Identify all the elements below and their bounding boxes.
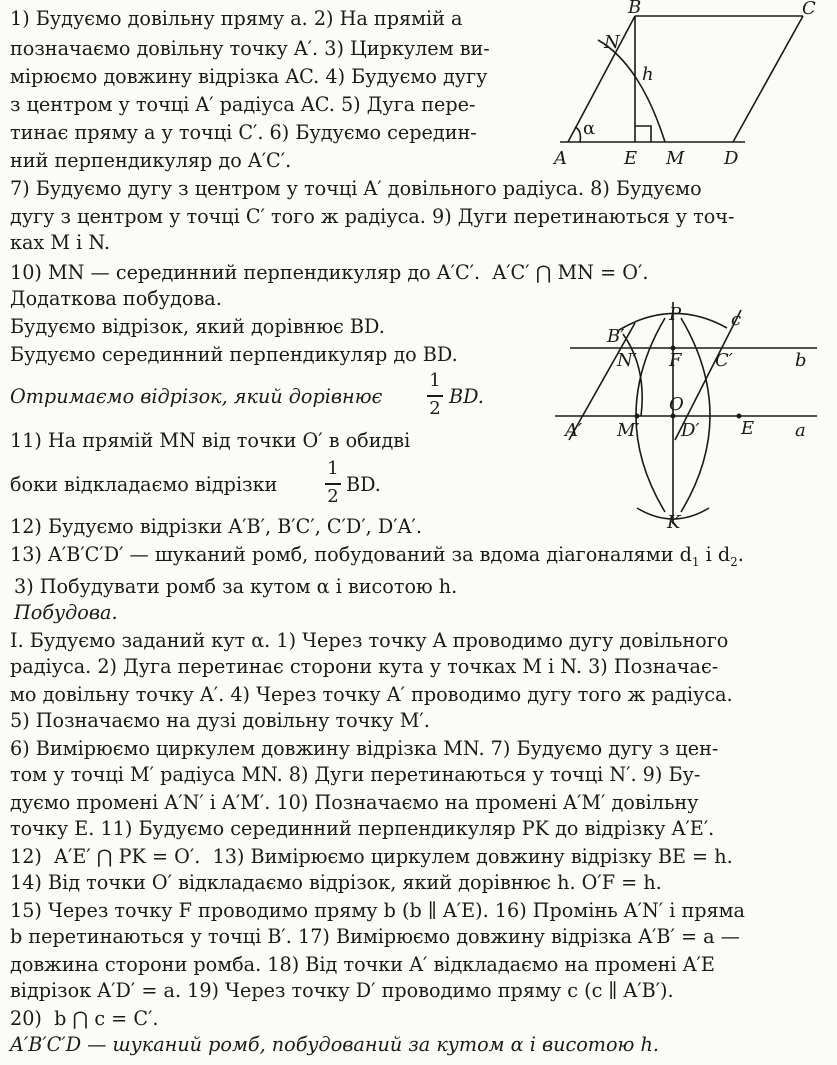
label-alpha: α [583, 118, 596, 139]
text-line-16-tail: BD. [346, 473, 381, 496]
section-3-line: радіуса. 2) Дуга перетинає сторони кута у точках M і N. 3) Позначає- [10, 655, 719, 678]
section-3-line: 15) Через точку F проводимо пряму b (b ∥ A′E). 16) Промінь A′N′ і пряма [10, 899, 745, 922]
section-3-line: довжина сторони ромба. 18) Від точки A′ відкладаємо на промені A′E [10, 953, 715, 976]
section-3-line: І. Будуємо заданий кут α. 1) Через точку A проводимо дугу довільного [10, 629, 729, 652]
label-c: C [802, 0, 816, 19]
label-m-prime: M′ [617, 420, 640, 441]
label-m: M [666, 148, 685, 169]
label-b: b [795, 350, 807, 371]
label-h: h [642, 64, 654, 85]
text-line-8: дугу з центром у точці C′ того ж радіуса. 9) Дуги перетинаються у точ- [10, 205, 735, 228]
text-line-15: 11) На прямій MN від точки O′ в обидві [10, 429, 411, 452]
text-line-1: 1) Будуємо довільну пряму a. 2) На прямій a [10, 7, 463, 30]
label-f: F [669, 350, 682, 371]
fraction-denominator-2: 2 [327, 486, 339, 507]
label-k: K [667, 512, 681, 533]
label-o: O [669, 394, 684, 415]
arc-n1-m1 [623, 334, 642, 416]
text-line-16: боки відкладаємо відрізки [10, 473, 278, 496]
text-line-18-mid: і d [699, 543, 731, 566]
text-line-5: тинає пряму a у точці C′. 6) Будуємо середин- [10, 121, 477, 144]
text-line-18 [10, 542, 744, 575]
label-a: a [795, 420, 806, 441]
text-line-17: 12) Будуємо відрізки A′B′, B′C′, C′D′, D′A′. [10, 515, 422, 538]
fraction-numerator-2: 1 [327, 458, 339, 479]
label-a: A [554, 148, 567, 169]
label-d: D [724, 148, 739, 169]
fraction-bar-1 [427, 395, 443, 397]
text-line-7: 7) Будуємо дугу з центром у точці A′ довільного радіуса. 8) Будуємо [10, 177, 702, 200]
text-line-6: ний перпендикуляр до A′C′. [10, 149, 292, 172]
section-3-line: том у точці M′ радіуса MN. 8) Дуги перетинаються у точці N′. 9) Бу- [10, 763, 701, 786]
section-3-line: b перетинаються у точці B′. 17) Вимірюємо довжину відрізка A′B′ = a — [10, 925, 740, 948]
label-d-prime: D′ [681, 420, 700, 441]
text-line-11: Додаткова побудова. [10, 287, 222, 310]
label-b: B [628, 0, 642, 18]
label-c-prime: C′ [715, 350, 733, 371]
angle-alpha-arc [575, 127, 580, 142]
arc-right [681, 318, 710, 512]
text-line-3: мірюємо довжину відрізка AC. 4) Будуємо дугу [10, 65, 488, 88]
side-cd [733, 16, 803, 142]
section-3-line: точку E. 11) Будуємо серединний перпендикуляр PK до відрізку A′E′. [10, 817, 715, 840]
text-line-18-end: . [737, 543, 744, 566]
fraction-numerator-1: 1 [429, 370, 441, 391]
figure-parallelogram [540, 0, 837, 172]
section-3-line: 5) Позначаємо на дузі довільну точку M′. [10, 709, 430, 732]
section-3-title: 3) Побудувати ромб за кутом α і висотою h. [14, 575, 458, 598]
arc-from-a [598, 40, 665, 142]
label-p: P [669, 304, 682, 325]
label-n-prime: N′ [617, 350, 637, 371]
label-b-prime: B′ [607, 326, 625, 347]
text-line-9: ках M і N. [10, 231, 110, 254]
right-angle-mark [635, 126, 651, 142]
text-line-2: позначаємо довільну точку A′. 3) Циркулем ви- [10, 37, 490, 60]
section-3-line: 6) Вимірюємо циркулем довжину відрізка MN. 7) Будуємо дугу з цен- [10, 737, 719, 760]
point-m1 [635, 414, 640, 419]
label-c: c [731, 309, 742, 330]
label-e: E [741, 418, 755, 439]
section-3-line: мо довільну точку A′. 4) Через точку A′ проводимо дугу того ж радіуса. [10, 683, 733, 706]
figure-rhombus-construction [555, 298, 837, 534]
text-line-18-main: 13) A′B′C′D′ — шуканий ромб, побудований за вдома діагоналями d [10, 543, 692, 566]
text-line-12: Будуємо відрізок, який дорівнює BD. [10, 315, 385, 338]
subscript-1: 1 [691, 554, 700, 569]
label-e: E [624, 148, 638, 169]
section-3-line: 14) Від точки O′ відкладаємо відрізок, який дорівнює h. O′F = h. [10, 871, 662, 894]
section-3-line: відрізок A′D′ = a. 19) Через точку D′ проводимо пряму c (c ∥ A′B′). [10, 979, 674, 1002]
label-a-prime: A′ [565, 420, 583, 441]
section-3-line: дуємо промені A′N′ і A′M′. 10) Позначаємо на промені A′M′ довільну [10, 791, 699, 814]
label-n: N [604, 32, 620, 53]
fraction-denominator-1: 2 [429, 398, 441, 419]
text-line-14: Отримаємо відрізок, який дорівнює [10, 385, 383, 408]
text-line-4: з центром у точці A′ радіуса AC. 5) Дуга пере- [10, 93, 476, 116]
section-3-line: A′B′C′D — шуканий ромб, побудований за кутом α і висотою h. [10, 1033, 659, 1056]
section-3-line: 12) A′E′ ⋂ PK = O′. 13) Вимірюємо циркулем довжину відрізку BE = h. [10, 845, 733, 868]
text-line-14-tail: BD. [449, 385, 484, 408]
text-line-10: 10) MN — серединний перпендикуляр до A′C′. A′C′ ⋂ MN = O′. [10, 261, 649, 284]
side-ab [568, 16, 635, 142]
fraction-bar-2 [325, 483, 341, 485]
subscript-2: 2 [730, 554, 738, 569]
text-line-13: Будуємо серединний перпендикуляр до BD. [10, 343, 458, 366]
section-3-line: 20) b ⋂ c = C′. [10, 1007, 159, 1030]
section-3-subtitle: Побудова. [14, 601, 118, 624]
